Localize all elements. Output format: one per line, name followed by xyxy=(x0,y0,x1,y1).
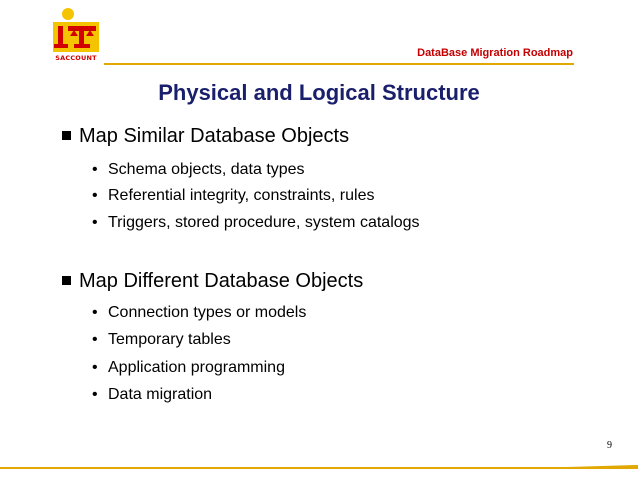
page-title: Physical and Logical Structure xyxy=(158,80,480,105)
bullet-icon: • xyxy=(92,386,98,403)
list-item-text: Data migration xyxy=(108,386,213,403)
page-number: 9 xyxy=(607,440,612,451)
logo-mark-icon xyxy=(50,6,102,56)
header-divider xyxy=(104,63,574,65)
bullet-icon: • xyxy=(92,161,98,178)
bullet-icon: • xyxy=(92,331,98,348)
list-item-text: Referential integrity, constraints, rules xyxy=(108,187,375,204)
square-bullet-icon xyxy=(62,276,71,285)
list-item xyxy=(92,359,285,377)
list-item-text: Temporary tables xyxy=(108,331,231,348)
section-similar-objects xyxy=(62,125,349,148)
header-title: DataBase Migration Roadmap xyxy=(417,47,573,59)
bullet-icon: • xyxy=(92,187,98,204)
list-item-text: Schema objects, data types xyxy=(108,161,305,178)
square-bullet-icon xyxy=(62,131,71,140)
section-different-objects xyxy=(62,270,363,293)
list-item xyxy=(92,331,231,349)
list-item xyxy=(92,187,374,205)
bullet-icon: • xyxy=(92,214,98,231)
list-item xyxy=(92,386,212,404)
list-item xyxy=(92,214,420,232)
logo-text: SACCOUNT xyxy=(55,54,97,62)
list-item-text: Application programming xyxy=(108,359,285,376)
section-heading: Map Similar Database Objects xyxy=(79,125,350,147)
list-item xyxy=(92,304,306,322)
footer-divider xyxy=(0,462,638,478)
bullet-icon: • xyxy=(92,359,98,376)
company-logo xyxy=(50,6,102,62)
bullet-icon: • xyxy=(92,304,98,321)
list-item-text: Connection types or models xyxy=(108,304,307,321)
list-item-text: Triggers, stored procedure, system catalogs xyxy=(108,214,420,231)
section-heading: Map Different Database Objects xyxy=(79,270,364,292)
list-item xyxy=(92,161,305,179)
